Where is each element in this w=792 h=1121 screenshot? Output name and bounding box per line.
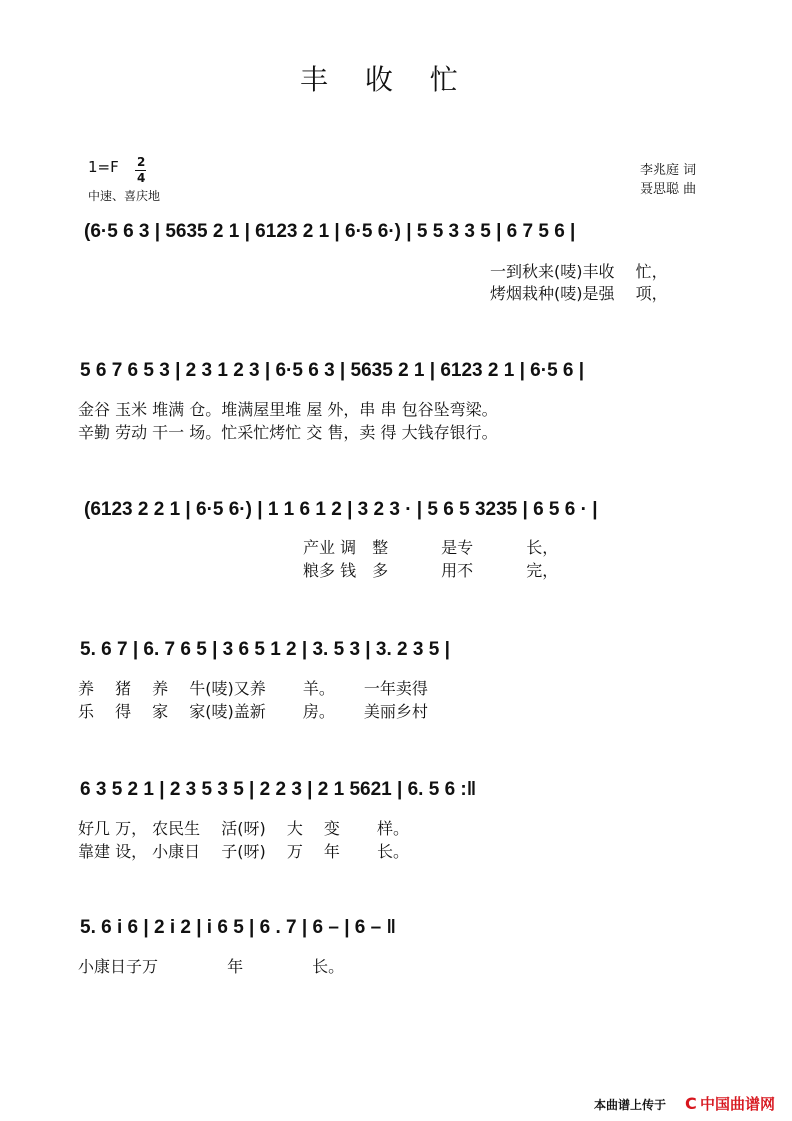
notation-line-6: 5. 6 i 6 | 2 i 2 | i 6 5 | 6 . 7 | 6 – | 6 – ‖ xyxy=(80,917,396,938)
lyric-line-1-verse-1: 一到秋来(唛)丰收 忙， xyxy=(490,262,668,281)
site-logo-text[interactable]: 中国曲谱网 xyxy=(700,1095,776,1113)
song-title: 丰 收 忙 xyxy=(300,63,458,96)
notation-line-5: 6 3 5 2 1 | 2 3 5 3 5 | 2 2 3 | 2 1 5621 | 6. 5 6 :‖ xyxy=(80,779,477,800)
key-signature: 1=F xyxy=(88,158,119,176)
notation-line-4: 5. 6 7 | 6. 7 6 5 | 3 6 5 1 2 | 3. 5 3 | 3. 2 3 5 | xyxy=(80,639,450,660)
lyric-line-5-verse-1: 好几 万， 农民生 活(呀) 大 变 样。 xyxy=(78,819,410,838)
upload-note: 本曲谱上传于 xyxy=(594,1098,667,1112)
lyric-line-2-verse-1: 金谷 玉米 堆满 仓。堆满屋里堆 屋 外，串 串 包谷坠弯梁。 xyxy=(78,400,498,419)
time-signature-bottom: 4 xyxy=(137,171,146,185)
notation-line-1: (6·5 6 3 | 5635 2 1 | 6123 2 1 | 6·5 6·) | 5 5 3 3 5 | 6 7 5 6 | xyxy=(84,221,576,242)
lyric-line-2-verse-2: 辛勤 劳动 干一 场。忙采忙烤忙 交 售，卖 得 大钱存银行。 xyxy=(78,423,498,442)
composer-credit: 聂思聪 曲 xyxy=(640,182,697,197)
lyric-line-4-verse-2: 乐 得 家 家(唛)盖新 房。 美丽乡村 xyxy=(78,702,428,721)
notation-line-2: 5 6 7 6 5 3 | 2 3 1 2 3 | 6·5 6 3 | 5635 2 1 | 6123 2 1 | 6·5 6 | xyxy=(80,360,585,381)
lyric-line-1-verse-2: 烤烟栽种(唛)是强 项， xyxy=(490,284,668,303)
tempo-marking: 中速、喜庆地 xyxy=(88,189,161,203)
lyric-line-3-verse-2: 粮多 钱 多 用不 完， xyxy=(303,561,559,580)
lyric-line-6-verse-1: 小康日子万 年 长。 xyxy=(78,957,345,976)
lyricist-credit: 李兆庭 词 xyxy=(640,163,697,178)
notation-line-3: (6123 2 2 1 | 6·5 6·) | 1 1 6 1 2 | 3 2 3 · | 5 6 5 3235 | 6 5 6 · | xyxy=(84,499,598,520)
lyric-line-4-verse-1: 养 猪 养 牛(唛)又养 羊。 一年卖得 xyxy=(78,679,428,698)
lyric-line-5-verse-2: 靠建 设， 小康日 子(呀) 万 年 长。 xyxy=(78,842,410,861)
site-logo-icon: C xyxy=(685,1094,697,1113)
lyric-line-3-verse-1: 产业 调 整 是专 长， xyxy=(303,538,559,557)
time-signature-top: 2 xyxy=(137,155,146,169)
